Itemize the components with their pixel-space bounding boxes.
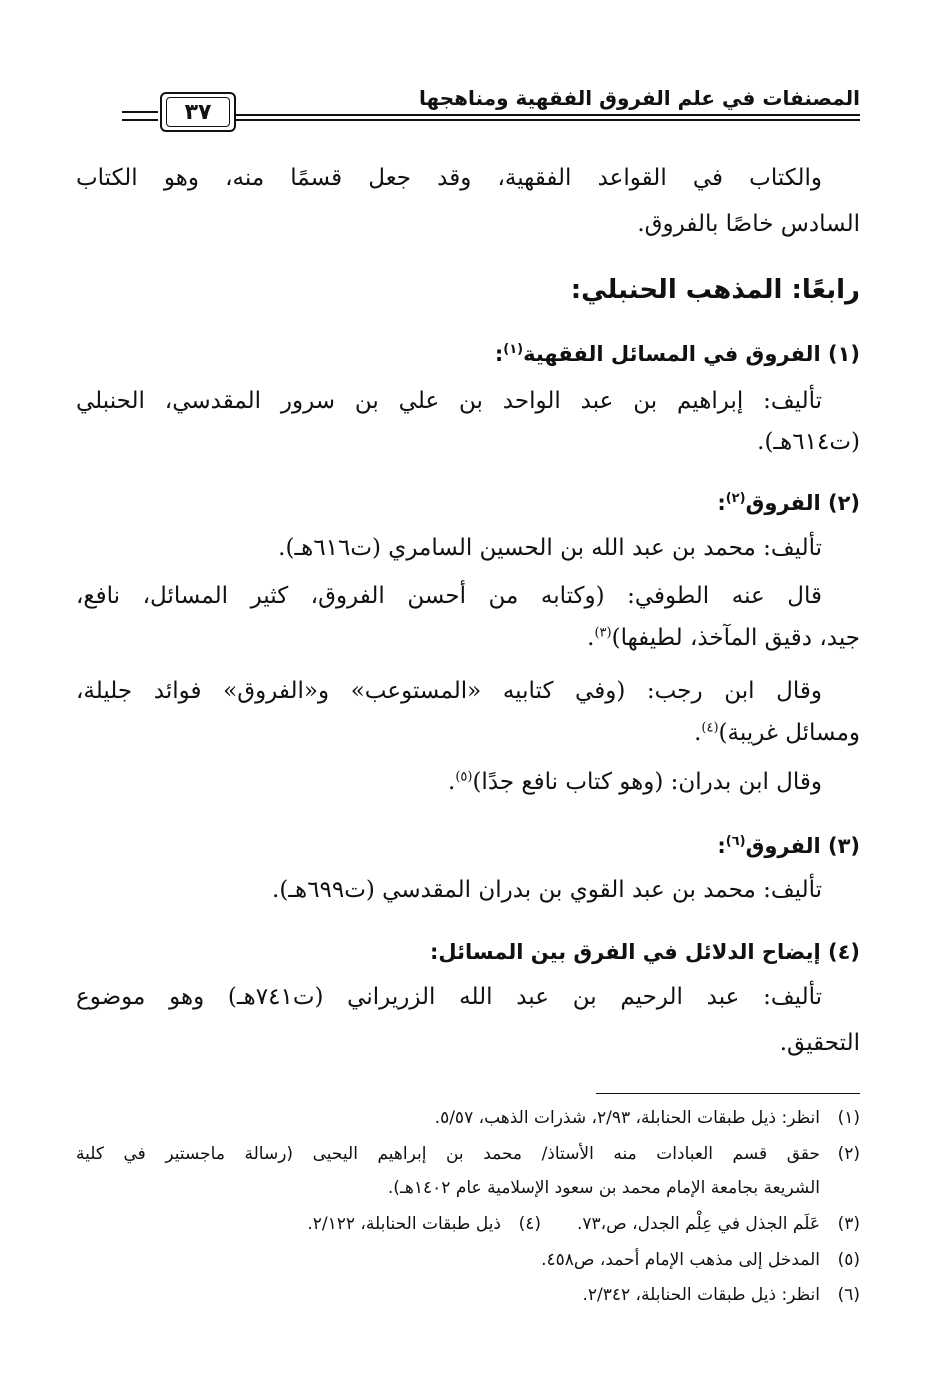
footnote-3-4: [76, 1210, 860, 1238]
intro-line-2: السادس خاصًا بالفروق.: [637, 211, 860, 237]
page-number: ٣٧: [166, 97, 230, 127]
item-2-badran-ref: (٥): [455, 769, 473, 785]
footnote-4-number: (٤): [518, 1214, 541, 1234]
item-2-tufi-line-1: قال عنه الطوفي: (وكتابه من أحسن الفروق، كثير المسائل، نافع،: [76, 583, 822, 609]
item-2-tufi-text: جيد، دقيق المآخذ، لطيفها): [611, 625, 860, 651]
page-number-frame: [160, 92, 236, 132]
footnote-3-number: (٣): [837, 1214, 860, 1234]
header-rule-bottom: [236, 119, 860, 121]
footnote-2: [76, 1140, 860, 1168]
header-dash-bottom: [122, 119, 158, 121]
footnote-1: [76, 1104, 860, 1132]
item-2-badran-text: وقال ابن بدران: (وهو كتاب نافع جدًا): [472, 769, 822, 795]
item-2-colon: :: [717, 491, 726, 515]
item-3-author: تأليف: محمد بن عبد القوي بن بدران المقدسي (ت٦٩٩هـ).: [272, 877, 822, 903]
header-dash-top: [122, 111, 158, 113]
intro-line-1: والكتاب في القواعد الفقهية، وقد جعل قسمًا منه، وهو الكتاب: [76, 165, 822, 191]
item-2-tufi-line-2: [76, 620, 860, 656]
footnote-rule: [596, 1093, 860, 1094]
footnote-1-text: انظر: ذيل طبقات الحنابلة، ٢/٩٣، شذرات الذهب، ٥/٥٧.: [434, 1108, 820, 1128]
footnote-2-text-line-1: حقق قسم العبادات منه الأستاذ/ محمد بن إبراهيم اليحيى (رسالة ماجستير في كلية: [76, 1144, 820, 1164]
item-2-footnote-ref: (٢): [725, 491, 746, 506]
item-2-tufi-period: .: [587, 625, 595, 651]
footnote-6-number: (٦): [837, 1285, 860, 1305]
footnote-4-text: ذيل طبقات الحنابلة، ٢/١٢٢.: [307, 1214, 501, 1234]
item-4-author-line-2: التحقيق.: [779, 1030, 860, 1056]
item-2-title-text: (٢) الفروق: [745, 491, 860, 515]
section-heading: رابعًا: المذهب الحنبلي:: [570, 275, 860, 305]
item-1-colon: :: [494, 342, 504, 366]
footnote-5-text: المدخل إلى مذهب الإمام أحمد، ص٤٥٨.: [541, 1250, 820, 1270]
item-2-rajab-ref: (٤): [701, 720, 719, 736]
item-2-tufi-ref: (٣): [594, 625, 612, 641]
item-3-title: [76, 828, 860, 864]
footnote-5-number: (٥): [837, 1250, 860, 1270]
item-2-rajab-text: ومسائل غريبة): [718, 720, 860, 746]
item-2-badran-period: .: [448, 769, 456, 795]
footnote-2-number: (٢): [837, 1144, 860, 1164]
running-header-title: المصنفات في علم الفروق الفقهية ومناهجها: [419, 86, 860, 110]
item-3-colon: :: [717, 834, 726, 858]
footnote-1-number: (١): [837, 1108, 860, 1128]
item-2-rajab-line-2: [76, 715, 860, 751]
item-4-author-line-1: تأليف: عبد الرحيم بن عبد الله الزريراني (ت٧٤١هـ) وهو موضوع: [76, 984, 823, 1010]
header-rule-top: [236, 114, 860, 116]
item-1-author-line-1: تأليف: إبراهيم بن عبد الواحد بن علي بن سرور المقدسي، الحنبلي: [76, 388, 822, 414]
item-1-title-text: (١) الفروق في المسائل الفقهية: [523, 342, 860, 366]
item-3-footnote-ref: (٦): [725, 834, 746, 849]
item-2-title: [76, 485, 860, 521]
item-2-author: تأليف: محمد بن عبد الله بن الحسين السامري (ت٦١٦هـ).: [278, 535, 822, 561]
footnote-5: [76, 1246, 860, 1274]
footnote-6: [76, 1281, 860, 1309]
footnote-6-text: انظر: ذيل طبقات الحنابلة، ٢/٣٤٢.: [582, 1285, 820, 1305]
item-2-badran: [76, 764, 860, 800]
item-4-title: (٤) إيضاح الدلائل في الفرق بين المسائل:: [429, 940, 860, 964]
footnote-3-text: عَلَم الجذل في عِلْم الجدل، ص،٧٣.: [577, 1214, 820, 1234]
item-1-author-line-2: (ت٦١٤هـ).: [757, 429, 860, 455]
item-1-title: [76, 336, 860, 372]
item-1-footnote-ref: (١): [503, 342, 524, 357]
item-2-rajab-period: .: [694, 720, 702, 746]
item-2-rajab-line-1: وقال ابن رجب: (وفي كتابيه «المستوعب» و«الفروق» فوائد جليلة،: [76, 678, 822, 704]
footnote-2-continued: الشريعة بجامعة الإمام محمد بن سعود الإسلامية عام ١٤٠٢هـ).: [387, 1178, 820, 1198]
item-3-title-text: (٣) الفروق: [745, 834, 860, 858]
